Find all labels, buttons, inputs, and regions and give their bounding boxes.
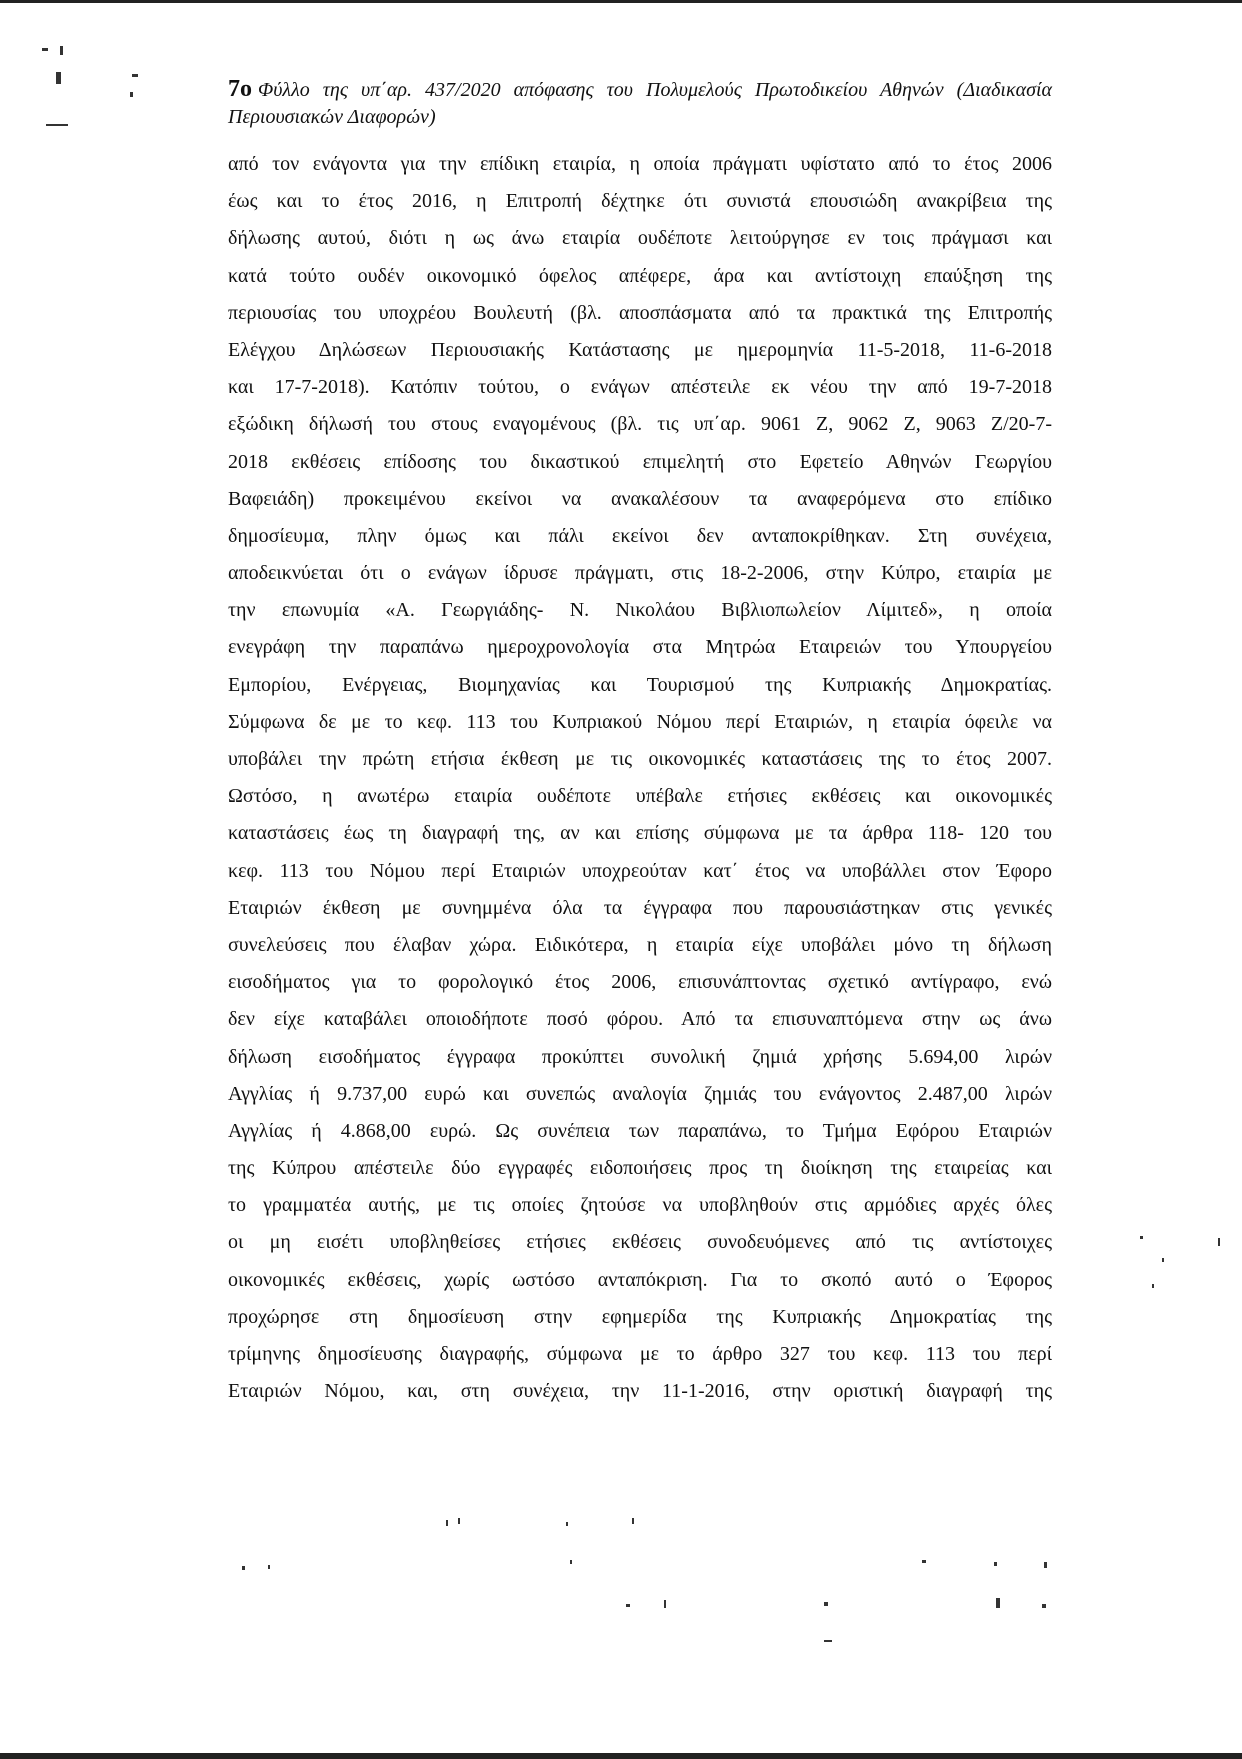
folio-number: 7ο — [228, 76, 252, 102]
text-line: Εταιριών Νόμου, και, στη συνέχεια, την 11-1-2016, στην οριστική διαγραφή της — [228, 1380, 1052, 1403]
scan-speck — [130, 92, 133, 97]
scan-speck — [458, 1518, 460, 1524]
scan-speck — [566, 1522, 568, 1526]
text-line: καταστάσεις έως τη διαγραφή της, αν και επίσης σύμφωνα με τα άρθρα 118- 120 του — [228, 822, 1052, 845]
scan-speck — [1042, 1604, 1046, 1608]
text-line: οικονομικές εκθέσεις, χωρίς ωστόσο ανταπόκριση. Για το σκοπό αυτό ο Έφορος — [228, 1268, 1052, 1291]
text-line: ενεγράφη την παραπάνω ημεροχρονολογία στα Μητρώα Εταιρειών του Υπουργείου — [228, 636, 1052, 659]
text-line: Ελέγχου Δηλώσεων Περιουσιακής Κατάστασης με ημερομηνία 11-5-2018, 11-6-2018 — [228, 338, 1052, 361]
text-line: Ωστόσο, η ανωτέρω εταιρία ουδέποτε υπέβαλε ετήσιες εκθέσεις και οικονομικές — [228, 785, 1052, 808]
document-body — [228, 146, 1052, 1410]
text-line: περιουσίας του υποχρέου Βουλευτή (βλ. αποσπάσματα από τα πρακτικά της Επιτροπής — [228, 301, 1052, 324]
text-line: 2018 εκθέσεις επίδοσης του δικαστικού επιμελητή στο Εφετείο Αθηνών Γεωργίου — [228, 450, 1052, 473]
text-line: Αγγλίας ή 4.868,00 ευρώ. Ως συνέπεια των παραπάνω, το Τμήμα Εφόρου Εταιριών — [228, 1119, 1052, 1142]
scan-speck — [60, 46, 63, 55]
text-line: Αγγλίας ή 9.737,00 ευρώ και συνεπώς αναλογία ζημιάς του ενάγοντος 2.487,00 λιρών — [228, 1082, 1052, 1105]
text-line: εξώδικη δήλωσή του στους εναγομένους (βλ. τις υπ΄αρ. 9061 Ζ, 9062 Ζ, 9063 Ζ/20-7- — [228, 413, 1052, 436]
text-line: δημοσίευμα, πλην όμως και πάλι εκείνοι δεν ανταποκρίθηκαν. Στη συνέχεια, — [228, 524, 1052, 547]
page-header — [228, 76, 1052, 131]
scan-speck — [824, 1602, 828, 1606]
scan-speck — [1044, 1562, 1047, 1568]
text-line: Εταιριών έκθεση με συνημμένα όλα τα έγγραφα που παρουσιάστηκαν στις γενικές — [228, 896, 1052, 919]
scan-speck — [626, 1604, 630, 1607]
text-line: δήλωση εισοδήματος έγγραφα προκύπτει συνολική ζημιά χρήσης 5.694,00 λιρών — [228, 1045, 1052, 1068]
text-line: Βαφειάδη) προκειμένου εκείνοι να ανακαλέσουν τα αναφερόμενα στο επίδικο — [228, 487, 1052, 510]
text-line: την επωνυμία «Α. Γεωργιάδης- Ν. Νικολάου Βιβλιοπωλείον Λίμιτεδ», η οποία — [228, 599, 1052, 622]
scan-speck — [46, 124, 68, 126]
scan-speck — [664, 1600, 666, 1608]
text-line: οι μη εισέτι υποβληθείσες ετήσιες εκθέσεις συνοδευόμενες από τις αντίστοιχες — [228, 1231, 1052, 1254]
scan-speck — [132, 74, 138, 77]
scan-speck — [1218, 1238, 1220, 1246]
text-line: Εμπορίου, Ενέργειας, Βιομηχανίας και Τουρισμού της Κυπριακής Δημοκρατίας. — [228, 673, 1052, 696]
scan-speck — [1152, 1284, 1154, 1288]
text-line: συνελεύσεις που έλαβαν χώρα. Ειδικότερα, η εταιρία είχε υποβάλει μόνο τη δήλωση — [228, 933, 1052, 956]
scan-edge-bottom — [0, 1753, 1242, 1759]
text-line: της Κύπρου απέστειλε δύο εγγραφές ειδοποιήσεις προς τη διοίκηση της εταιρείας και — [228, 1157, 1052, 1180]
scan-speck — [42, 48, 48, 51]
scan-speck — [446, 1520, 448, 1526]
text-line: το γραμματέα αυτής, με τις οποίες ζητούσε να υποβληθούν στις αρμόδιες αρχές όλες — [228, 1194, 1052, 1217]
text-line: έως και το έτος 2016, η Επιτροπή δέχτηκε ότι συνιστά επουσιώδη ανακρίβεια της — [228, 190, 1052, 213]
scan-speck — [1162, 1258, 1164, 1262]
text-line: κατά τούτο ουδέν οικονομικό όφελος απέφερε, άρα και αντίστοιχη επαύξηση της — [228, 264, 1052, 287]
text-line: τρίμηνης δημοσίευσης διαγραφής, σύμφωνα με το άρθρο 327 του κεφ. 113 του περί — [228, 1343, 1052, 1365]
scan-speck — [996, 1598, 1000, 1608]
scan-speck — [1140, 1236, 1143, 1239]
text-line: αποδεικνύεται ότι ο ενάγων ίδρυσε πράγματι, στις 18-2-2006, στην Κύπρο, εταιρία με — [228, 562, 1052, 585]
scan-speck — [922, 1560, 926, 1563]
scan-speck — [56, 72, 61, 84]
text-line: εισοδήματος για το φορολογικό έτος 2006, επισυνάπτοντας σχετικό αντίγραφο, ενώ — [228, 971, 1052, 994]
text-line: κεφ. 113 του Νόμου περί Εταιριών υποχρεούταν κατ΄ έτος να υποβάλλει στον Έφορο — [228, 859, 1052, 882]
scan-speck — [994, 1562, 997, 1566]
scan-speck — [242, 1566, 245, 1570]
text-line: δεν είχε καταβάλει οποιοδήποτε ποσό φόρου. Από τα επισυναπτόμενα στην ως άνω — [228, 1008, 1052, 1031]
text-line: και 17-7-2018). Κατόπιν τούτου, ο ενάγων απέστειλε εκ νέου την από 19-7-2018 — [228, 376, 1052, 399]
text-line: Σύμφωνα δε με το κεφ. 113 του Κυπριακού Νόμου περί Εταιριών, η εταιρία όφειλε να — [228, 710, 1052, 733]
scan-speck — [268, 1565, 270, 1569]
text-line: δήλωσης αυτού, διότι η ως άνω εταιρία ουδέποτε λειτούργησε εν τοις πράγμασι και — [228, 227, 1052, 250]
scan-speck — [570, 1560, 572, 1564]
scan-edge-top — [0, 0, 1242, 3]
header-text: Φύλλο της υπ΄αρ. 437/2020 απόφασης του Πολυμελούς Πρωτοδικείου Αθηνών (Διαδικασία Περιουσιακών Διαφορών) — [228, 79, 1052, 128]
scan-speck — [824, 1640, 832, 1642]
text-line: υποβάλει την πρώτη ετήσια έκθεση με τις οικονομικές καταστάσεις της το έτος 2007. — [228, 748, 1052, 770]
text-line: προχώρησε στη δημοσίευση στην εφημερίδα της Κυπριακής Δημοκρατίας της — [228, 1305, 1052, 1328]
text-line: από τον ενάγοντα για την επίδικη εταιρία, η οποία πράγματι υφίστατο από το έτος 2006 — [228, 153, 1052, 175]
scan-speck — [632, 1518, 634, 1524]
